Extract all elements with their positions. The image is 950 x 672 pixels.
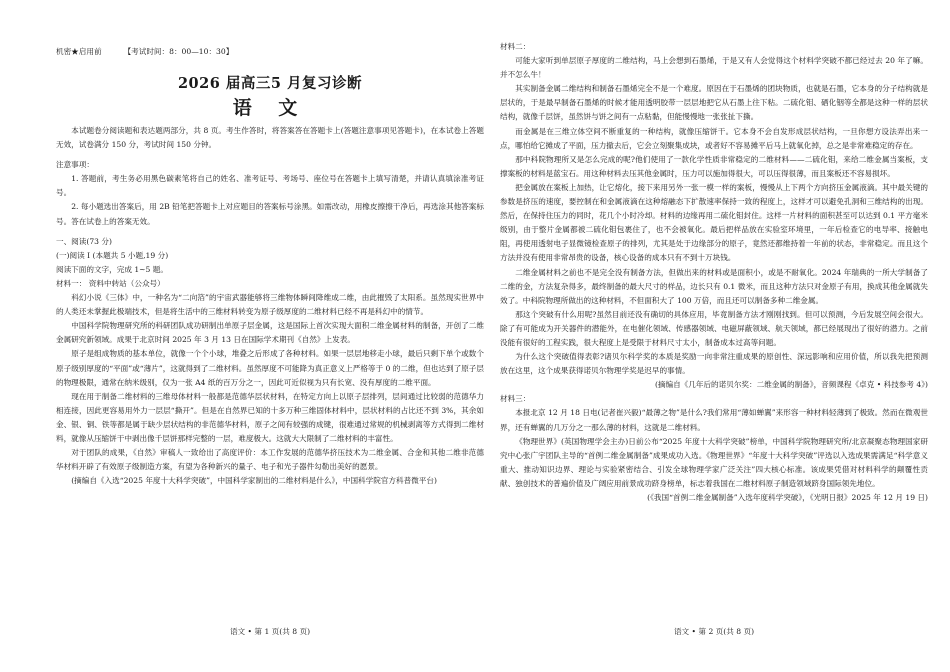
material-paragraph: 可能大家听到单层原子厚度的二维结构，马上会想到石墨烯，于是又有人会觉得这个材料学突破不都已经过去 20 年了嘛。并不怎么牛！ <box>500 56 928 80</box>
page-2-body <box>500 40 928 505</box>
material-paragraph: 科幻小说《三体》中，一种名为“二向箔”的宇宙武器能够将三维物体瞬间降维成二维，由此摧毁了太阳系。虽然现实世界中的人类还未掌握此极端技术，但是将生活中的三维材料转变为原子级厚度的二维材料已经不再是科幻中的情节。 <box>56 293 484 317</box>
material-paragraph: 为什么这个突破值得表彰?诸贝尔科学奖的本质是奖励一向非常注重成果的原创性、深远影响和应用价值，所以我先把预测放在这里，这个成果获得诺贝尔物理学奖是迟早的事情。 <box>500 352 928 376</box>
material-1-label: 材料一： 资料中转站（公众号） <box>56 278 165 288</box>
notice-item: 1. 答题前，考生务必用黑色碳素笔将自己的姓名、准考证号、考场号、座位号在答题卡上填写清楚，并请认真填涂准考证号。 <box>56 174 484 198</box>
section-heading: 一、阅读(73 分) <box>56 236 112 246</box>
material-paragraph: 其实制备金属二维结构和制备石墨烯完全不是一个难度。原因在于石墨烯的团块物质，也就是石墨，它本身的分子结构就是层状的，于是最早制备石墨烯的时候才能用透明胶带一层层地把它从石墨上往下粘。二硫化钼、硒化铟等全都是这种一样的层状结构，就像千层饼，虽然饼与饼之间有一点粘黏，但能慢慢地一张张扯下撕。 <box>500 84 928 122</box>
intro-paragraph: 本试题卷分阅读题和表达题两部分，共 8 页。考生作答时，将答案答在答题卡上(答题注意事项见答题卡)，在本试卷上答题无效，试卷满分 150 分，考试时间 150 分钟。 <box>56 126 484 150</box>
confidential-label: 机密★启用前 <box>56 47 102 56</box>
material-paragraph: 中国科学院物理研究所的科研团队成功研制出单原子层金属，这是国际上首次实现大面积二维金属材料的制备，开创了二维金属研究新领域。成果于北京时间 2025 年 3 月 13 日在国际学术期刊《自然》上发表。 <box>56 321 484 345</box>
material-paragraph: 现在用于制备二维材料的三维母体材料一般都是范德华层状材料，在特定方向上以原子层排列，层间通过比较弱的范德华力相连接，因此更容易用外力一层层“撕开”。但是在自然界已知的十多万种三维固体材料中，层状材料的占比还不到 3%，其余如金、银、铜、铁等都是属于缺少层状结构的非范德华材料，原子之间有较强的成键，很难通过常规的机械剥离等方式得到二维材料，就像从压缩饼干中剥出像千层饼那样完整的一层，难度极大。这就大大限制了二维材料的丰富性。 <box>56 391 484 443</box>
reading-instruction: 阅读下面的文字，完成 1~5 题。 <box>56 264 168 274</box>
material-source: (《我国“首例二维金属制备”入选年度科学突破》，《光明日报》2025 年 12 月 19 日) <box>647 493 928 502</box>
exam-header <box>56 46 233 57</box>
material-3-label: 材料三： <box>500 394 531 404</box>
page-2 <box>500 0 928 672</box>
notice-item: 2. 每小题选出答案后，用 2B 铅笔把答题卡上对应题目的答案标号涂黑。如需改动，用橡皮擦擦干净后，再选涂其他答案标号。答在试卷上的答案无效。 <box>56 202 484 226</box>
material-paragraph: 而金属是在三维立体空间不断重复的一种结构，就像压缩饼干。它本身不会自发形成层状结构，一旦你想方设法弄出来一点，哪怕给它摊成了平面，压力撤去后，它会立刻聚集成块，或者好不容易摊平后马上就氧化掉，总之是非常难稳定的存在。 <box>500 126 928 150</box>
material-paragraph: 《物理世界》(英国物理学会主办)日前公布“2025 年度十大科学突破”榜单，中国科学院物理研究所/北京凝聚态物理国家研究中心张广宇团队主导的“首例二维金属制备”成果成功入选。《物理世界》“年度十大科学突破”评选以入选成果需满足“科学意义重大、推动知识边界、理论与实验紧密结合、引发全球物理学家广泛关注”四大核心标准。该成果凭借对材料科学的颠覆性贡献、独创技术的普遍价值及广阔应用前景成功跻身榜单，标志着我国在二维材料原子制造领域跻身国际领先地位。 <box>500 436 928 488</box>
material-paragraph: 那中科院物理所又是怎么完成的呢?他们使用了一款化学性质非常稳定的二维材料——二硫化钼，来给二维金属当案板，支撑案板的材料是蓝宝石。用这种材料去压其他金属时，压力可以施加得很大，可以压得很薄，而且案板还不容易损坏。 <box>500 154 928 178</box>
material-paragraph: 二维金属材料之前也不是完全没有制备方法，但做出来的材料或是面积小，或是不耐氧化。2024 年瑞典的一所大学制备了二维的金，方法复杂得多，最终制备的最大尺寸的样品，边长只有 0.1 微米，而且这种方法只对金原子有用，换成其他金属就失效了。中科院物理所做出的这种材料，不但面积大了 100 万倍，而且还可以制备多种二维金属。 <box>500 267 928 305</box>
material-paragraph: 对于团队的成果，《自然》审稿人一致给出了高度评价：本工作发展的范德华挤压技术为二维金属、合金和其他二维非范德华材料开辟了有效原子级制造方案，有望为各种新兴的量子、电子和光子器件勾勒出美好的愿景。 <box>56 448 484 472</box>
page-1 <box>56 0 484 672</box>
notice-title: 注意事项： <box>56 160 94 170</box>
exam-title: 2026 届高三5 月复习诊断 <box>177 75 363 92</box>
material-paragraph: 那这个突破有什么用呢?虽然目前还没有确切的具体应用，毕竟制备方法才刚刚找到。但可以预测，今后发展空间会很大。除了有可能成为开关器件的潜能外，在电催化领域、传感器领域、电磁屏蔽领域、航天领域，都已经展现出了很好的潜力。之前没能有很好的工程实践，很大程度上是受限于材料尺寸太小，制备成本过高等问题。 <box>500 309 928 347</box>
material-source: (摘编自《入选“2025 年度十大科学突破”，中国科学家制出的二维材料是什么》，中国科学院官方科普微平台) <box>71 476 437 486</box>
subsection-heading: (一)阅读 I (本题共 5 小题,19 分) <box>56 250 169 260</box>
material-2-label: 材料二： <box>500 42 531 51</box>
exam-time: 【考试时间：8：00—10：30】 <box>123 47 234 56</box>
page-footer: 语文 • 第 2 页(共 8 页) <box>673 627 755 636</box>
material-source: (摘编自《几年后的诺贝尔奖：二维金属的制备》，音频课程《卓克 • 科技参考 4》) <box>654 380 928 390</box>
subject-title: 语 文 <box>232 97 308 119</box>
material-paragraph: 把金属放在案板上加热，让它熔化，接下来用另外一张一模一样的案板，慢慢从上下两个方向挤压金属液滴。其中最关键的参数是挤压的速度，要控制在和金属液滴在这种熔融态下扩散速率保持一致的程度上，这样才可以避免孔洞和三维结构的出现。然后，在保持住压力的同时，花几个小时冷却。材料的边缘再用二硫化钼封住。这样一片材料的面积甚至可以达到 0.1 平方毫米级别，由于整片金属都被二硫化钼包裹住了，也不会被氧化。最后把样品放在实验室环境里，一年后检查它的电导率、接触电阻，再使用透射电子显微镜检查原子的排列，尤其是处于边缘部分的原子，竟然还都维持着一年前的状态，非常稳定。而且这个方法并没有使用非常昂贵的设备，核心设备的成本只有不到十万块钱。 <box>500 182 928 263</box>
material-paragraph: 原子是组成物质的基本单位，就像一个个小球，堆叠之后形成了各种材料。如果一层层地移走小球，最后只剩下单个或数个原子级别厚度的“平面”或“薄片”，这就得到了二维材料。虽然厚度不可能降为真正意义上严格等于 0 的二维，但也达到了原子层的物理极限，通常在纳米级别，仅为一张 A4 纸的百万分之一，因此可近似视为只有长宽、没有厚度的二维平面。 <box>56 349 484 387</box>
page-footer: 语文 • 第 1 页(共 8 页) <box>229 627 311 636</box>
material-paragraph: 本报北京 12 月 18 日电(记者崔兴毅)“最薄之物”是什么?我们常用“薄如蝉翼”来形容一种材料轻薄到了极致。然而在微观世界，还有蝉翼的几万分之一那么薄的材料，这就是二维材料。 <box>500 408 928 432</box>
page-1-body <box>56 124 484 488</box>
